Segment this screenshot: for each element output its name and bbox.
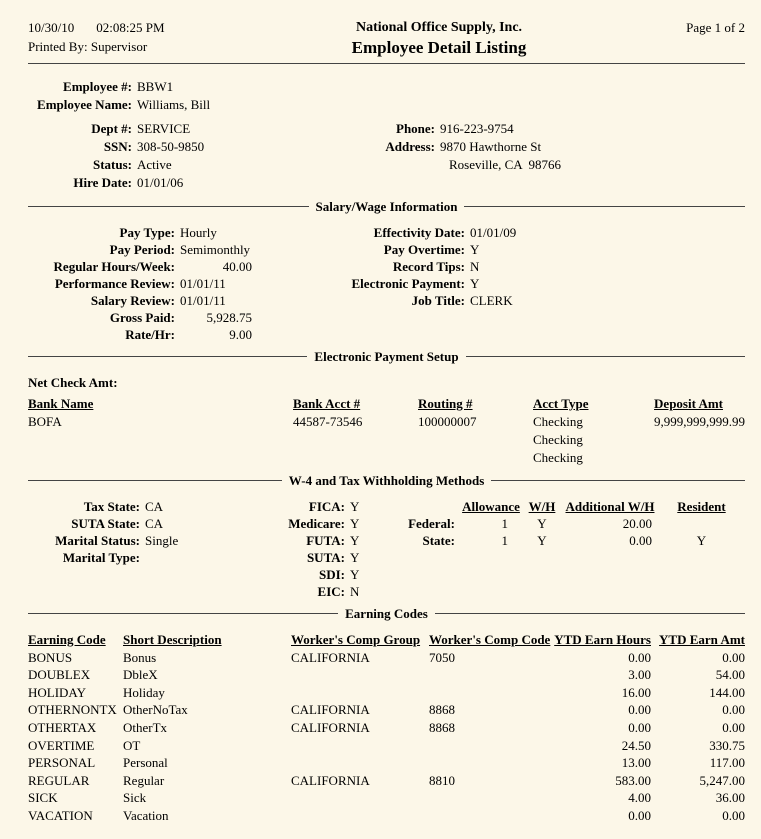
bank-table-body bbox=[28, 413, 745, 467]
field-value: 9870 Hawthorne St bbox=[440, 139, 542, 154]
section-divider bbox=[28, 348, 745, 365]
field-row bbox=[28, 326, 320, 343]
comp-code-cell bbox=[429, 737, 551, 755]
field-label: Employee Name: bbox=[37, 97, 132, 112]
short-description-cell: Regular bbox=[123, 772, 165, 788]
ytd-amt-cell: 0.00 bbox=[722, 719, 745, 735]
field-label: Marital Status: bbox=[55, 533, 140, 548]
column-header-wh: W/H bbox=[528, 499, 556, 514]
earning-code-cell: REGULAR bbox=[28, 772, 90, 788]
earning-code-cell: OTHERNONTX bbox=[28, 702, 117, 718]
field-row bbox=[28, 96, 745, 114]
field-value: N bbox=[470, 259, 480, 274]
resident-cell bbox=[658, 515, 745, 532]
comp-group-cell: CALIFORNIA bbox=[291, 772, 370, 788]
ytd-amt-cell: 0.00 bbox=[722, 807, 745, 823]
ytd-amt-cell: 0.00 bbox=[722, 649, 745, 665]
column-header-allowance: Allowance bbox=[462, 499, 520, 514]
field-label: Employee #: bbox=[63, 79, 132, 94]
ytd-hours-cell: 24.50 bbox=[621, 737, 651, 753]
printed-by-label: Printed By: bbox=[28, 39, 88, 54]
earning-code-cell: BONUS bbox=[28, 649, 73, 665]
field-label: Address: bbox=[385, 139, 435, 154]
comp-group-cell: CALIFORNIA bbox=[291, 719, 370, 735]
column-header-comp-code: Worker's Comp Code bbox=[429, 632, 551, 647]
field-value: Single bbox=[145, 533, 179, 548]
acct-type-cell: Checking bbox=[533, 432, 583, 447]
print-time: 02:08:25 PM bbox=[96, 20, 165, 35]
field-value: Y bbox=[470, 276, 480, 291]
employee-id-block bbox=[28, 78, 745, 114]
earning-code-cell: VACATION bbox=[28, 807, 93, 823]
divider-line bbox=[464, 206, 745, 207]
field-label: Status: bbox=[92, 157, 132, 172]
field-label: Performance Review: bbox=[54, 276, 175, 291]
field-label: Record Tips: bbox=[392, 259, 465, 274]
field-label: Marital Type: bbox=[62, 550, 140, 565]
bank-table-row bbox=[28, 413, 745, 431]
field-label: Phone: bbox=[396, 121, 435, 136]
field-value: CA bbox=[145, 499, 164, 514]
field-value: Y bbox=[350, 499, 360, 514]
deposit-amt-cell: 9,999,999,999.99 bbox=[654, 414, 745, 429]
comp-code-cell: 8868 bbox=[429, 702, 455, 718]
print-datetime bbox=[28, 18, 243, 37]
ytd-amt-cell: 36.00 bbox=[715, 790, 745, 806]
bank-name-cell bbox=[28, 431, 293, 449]
field-row bbox=[28, 241, 320, 258]
earnings-row bbox=[28, 789, 745, 807]
ytd-amt-cell: 330.75 bbox=[709, 737, 745, 753]
field-row bbox=[28, 309, 320, 326]
short-description-cell: Personal bbox=[123, 755, 168, 771]
earning-code-cell: DOUBLEX bbox=[28, 667, 91, 683]
deposit-amt-cell bbox=[638, 449, 745, 467]
divider-line bbox=[466, 356, 745, 357]
short-description-cell: OT bbox=[123, 737, 141, 753]
wh-cell: Y bbox=[537, 533, 547, 548]
earnings-row bbox=[28, 684, 745, 702]
field-row bbox=[268, 566, 400, 583]
bank-acct-cell bbox=[293, 449, 418, 467]
ytd-hours-cell: 0.00 bbox=[628, 702, 651, 718]
employee-contact-column bbox=[373, 120, 745, 192]
field-row bbox=[28, 156, 373, 174]
header-rule bbox=[28, 63, 745, 64]
field-value: N bbox=[350, 584, 360, 599]
column-header-deposit-amt: Deposit Amt bbox=[654, 396, 723, 411]
field-value: Y bbox=[350, 516, 360, 531]
ytd-amt-cell: 117.00 bbox=[709, 755, 745, 771]
field-row bbox=[268, 583, 400, 600]
field-row bbox=[373, 120, 745, 138]
short-description-cell: Vacation bbox=[123, 807, 169, 823]
employee-detail-block bbox=[28, 120, 745, 192]
comp-group-cell bbox=[291, 807, 429, 825]
field-value: 01/01/06 bbox=[137, 175, 184, 190]
field-value: Y bbox=[470, 242, 480, 257]
additional-wh-cell: 0.00 bbox=[629, 533, 652, 548]
field-value: 308-50-9850 bbox=[137, 139, 205, 154]
comp-group-cell bbox=[291, 737, 429, 755]
section-divider bbox=[28, 605, 745, 622]
salary-left-column bbox=[28, 224, 320, 343]
company-name: National Office Supply, Inc. bbox=[355, 20, 523, 35]
field-value: 916-223-9754 bbox=[440, 121, 514, 136]
field-value: 01/01/09 bbox=[470, 225, 517, 240]
column-header-earning-code: Earning Code bbox=[28, 632, 106, 647]
field-value: CLERK bbox=[470, 293, 513, 308]
section-title-payment: Electronic Payment Setup bbox=[314, 349, 459, 364]
field-label: Pay Overtime: bbox=[383, 242, 465, 257]
field-label: Medicare: bbox=[288, 516, 345, 531]
comp-group-cell: CALIFORNIA bbox=[291, 702, 370, 718]
earnings-row bbox=[28, 807, 745, 825]
column-header-additional-wh: Additional W/H bbox=[565, 499, 655, 514]
field-row bbox=[28, 258, 320, 275]
section-title-w4: W-4 and Tax Withholding Methods bbox=[288, 473, 485, 488]
column-header-bank-name: Bank Name bbox=[28, 396, 94, 411]
ytd-amt-cell: 144.00 bbox=[709, 684, 745, 700]
field-label: Rate/Hr: bbox=[125, 327, 175, 342]
acct-type-cell: Checking bbox=[533, 414, 583, 429]
earnings-row bbox=[28, 666, 745, 684]
section-title-earnings: Earning Codes bbox=[345, 606, 428, 621]
w4-middle-column bbox=[268, 498, 400, 600]
field-row bbox=[28, 275, 320, 292]
field-value: 5,928.75 bbox=[206, 310, 252, 325]
bank-name-cell: BOFA bbox=[28, 414, 62, 429]
comp-code-cell: 8810 bbox=[429, 772, 455, 788]
field-label: Pay Period: bbox=[109, 242, 175, 257]
short-description-cell: DbleX bbox=[123, 667, 158, 683]
field-value: BBW1 bbox=[137, 79, 174, 94]
ytd-amt-cell: 5,247.00 bbox=[699, 772, 745, 788]
column-header-ytd-hours: YTD Earn Hours bbox=[554, 632, 651, 647]
bank-table bbox=[28, 395, 745, 467]
field-row bbox=[320, 275, 745, 292]
bank-table-row bbox=[28, 449, 745, 467]
comp-code-cell: 8868 bbox=[429, 719, 455, 735]
comp-group-cell bbox=[291, 666, 429, 684]
withholding-row bbox=[400, 532, 745, 549]
earnings-row bbox=[28, 772, 745, 790]
deposit-amt-cell bbox=[638, 431, 745, 449]
field-value: 01/01/11 bbox=[180, 293, 226, 308]
field-value: CA bbox=[145, 516, 164, 531]
field-label: Electronic Payment: bbox=[351, 276, 465, 291]
salary-right-column bbox=[320, 224, 745, 343]
routing-cell bbox=[418, 431, 533, 449]
column-header-resident: Resident bbox=[677, 499, 726, 514]
ytd-hours-cell: 16.00 bbox=[621, 684, 651, 700]
field-value: Y bbox=[350, 567, 360, 582]
field-label: Hire Date: bbox=[73, 175, 132, 190]
comp-group-cell bbox=[291, 754, 429, 772]
field-row bbox=[268, 515, 400, 532]
field-label bbox=[373, 156, 435, 174]
field-row bbox=[268, 498, 400, 515]
withholding-level-label: State: bbox=[422, 533, 455, 548]
comp-group-cell: CALIFORNIA bbox=[291, 649, 370, 665]
printed-by bbox=[28, 37, 243, 56]
field-value: Active bbox=[137, 157, 172, 172]
withholding-level-label: Federal: bbox=[408, 516, 455, 531]
earnings-row bbox=[28, 719, 745, 737]
field-row bbox=[28, 498, 268, 515]
short-description-cell: OtherNoTax bbox=[123, 702, 188, 718]
field-label: FUTA: bbox=[306, 533, 345, 548]
field-row bbox=[28, 78, 745, 96]
field-label: Effectivity Date: bbox=[373, 225, 465, 240]
earning-code-cell: OVERTIME bbox=[28, 737, 95, 753]
field-row bbox=[28, 292, 320, 309]
wh-cell: Y bbox=[537, 516, 547, 531]
allowance-cell: 1 bbox=[501, 533, 508, 548]
column-header-comp-group: Worker's Comp Group bbox=[291, 632, 421, 647]
field-row bbox=[28, 138, 373, 156]
comp-code-cell bbox=[429, 789, 551, 807]
comp-code-cell bbox=[429, 807, 551, 825]
earnings-body bbox=[28, 649, 745, 825]
field-row bbox=[320, 224, 745, 241]
earning-code-cell: OTHERTAX bbox=[28, 719, 97, 735]
field-value: 9.00 bbox=[229, 327, 252, 342]
empty-header-cell bbox=[400, 498, 460, 515]
field-label: EIC: bbox=[317, 584, 345, 599]
field-value: 01/01/11 bbox=[180, 276, 226, 291]
resident-cell: Y bbox=[696, 533, 707, 548]
earnings-header-row bbox=[28, 631, 745, 649]
column-header-ytd-amt: YTD Earn Amt bbox=[659, 632, 745, 647]
routing-cell: 100000007 bbox=[418, 414, 477, 429]
ytd-hours-cell: 0.00 bbox=[628, 807, 651, 823]
comp-code-cell bbox=[429, 666, 551, 684]
ytd-hours-cell: 0.00 bbox=[628, 649, 651, 665]
comp-code-cell bbox=[429, 684, 551, 702]
section-title-salary: Salary/Wage Information bbox=[315, 199, 458, 214]
field-label: SDI: bbox=[318, 567, 345, 582]
additional-wh-cell: 20.00 bbox=[622, 516, 652, 531]
ytd-hours-cell: 4.00 bbox=[628, 790, 651, 806]
field-value: Roseville, CA 98766 bbox=[449, 157, 561, 172]
salary-block bbox=[28, 224, 745, 343]
ytd-amt-cell: 54.00 bbox=[715, 667, 745, 683]
field-value: Y bbox=[350, 533, 360, 548]
field-row bbox=[28, 120, 373, 138]
field-row bbox=[28, 532, 268, 549]
bank-table-header-row bbox=[28, 395, 745, 413]
report-title: Employee Detail Listing bbox=[351, 38, 527, 57]
short-description-cell: OtherTx bbox=[123, 719, 168, 735]
report-header bbox=[28, 18, 745, 59]
report-heading bbox=[243, 18, 635, 59]
bank-acct-cell bbox=[293, 431, 418, 449]
earning-code-cell: HOLIDAY bbox=[28, 684, 87, 700]
withholding-header-row bbox=[400, 498, 745, 515]
print-date: 10/30/10 bbox=[28, 20, 75, 35]
withholding-row bbox=[400, 515, 745, 532]
w4-block bbox=[28, 498, 745, 600]
divider-line bbox=[28, 480, 282, 481]
bank-table-row bbox=[28, 431, 745, 449]
field-value: SERVICE bbox=[137, 121, 191, 136]
earning-code-cell: PERSONAL bbox=[28, 755, 96, 771]
earnings-row bbox=[28, 701, 745, 719]
field-value: 40.00 bbox=[222, 259, 252, 274]
section-divider bbox=[28, 472, 745, 489]
field-value: Y bbox=[350, 550, 360, 565]
ytd-hours-cell: 3.00 bbox=[628, 667, 651, 683]
earning-code-cell: SICK bbox=[28, 790, 58, 806]
earnings-row bbox=[28, 649, 745, 667]
comp-code-cell bbox=[429, 754, 551, 772]
ytd-amt-cell: 0.00 bbox=[722, 702, 745, 718]
ytd-hours-cell: 13.00 bbox=[621, 755, 651, 771]
field-label: Regular Hours/Week: bbox=[53, 259, 175, 274]
field-row bbox=[268, 549, 400, 566]
print-info bbox=[28, 18, 243, 59]
field-value: Hourly bbox=[180, 225, 217, 240]
ytd-hours-cell: 0.00 bbox=[628, 719, 651, 735]
field-label: Gross Paid: bbox=[109, 310, 175, 325]
divider-line bbox=[491, 480, 745, 481]
field-row bbox=[28, 174, 373, 192]
section-divider bbox=[28, 198, 745, 215]
employee-left-column bbox=[28, 120, 373, 192]
field-row bbox=[28, 224, 320, 241]
field-row bbox=[373, 138, 745, 156]
bank-name-cell bbox=[28, 449, 293, 467]
field-row bbox=[320, 258, 745, 275]
comp-code-cell: 7050 bbox=[429, 649, 455, 665]
field-label: Salary Review: bbox=[90, 293, 175, 308]
field-row bbox=[28, 549, 268, 566]
ytd-hours-cell: 583.00 bbox=[615, 772, 651, 788]
field-row bbox=[28, 515, 268, 532]
field-row bbox=[320, 241, 745, 258]
withholding-body bbox=[400, 515, 745, 549]
field-label: Pay Type: bbox=[119, 225, 175, 240]
field-row bbox=[268, 532, 400, 549]
field-value bbox=[145, 549, 268, 566]
field-label: SUTA: bbox=[306, 550, 345, 565]
short-description-cell: Sick bbox=[123, 790, 147, 806]
divider-line bbox=[435, 613, 745, 614]
field-label: Tax State: bbox=[83, 499, 140, 514]
bank-acct-cell: 44587-73546 bbox=[293, 414, 363, 429]
earnings-row bbox=[28, 737, 745, 755]
field-value: Williams, Bill bbox=[137, 97, 211, 112]
routing-cell bbox=[418, 449, 533, 467]
earnings-row bbox=[28, 754, 745, 772]
divider-line bbox=[28, 206, 309, 207]
allowance-cell: 1 bbox=[501, 516, 508, 531]
field-row bbox=[373, 156, 745, 174]
column-header-routing: Routing # bbox=[418, 396, 473, 411]
divider-line bbox=[28, 613, 338, 614]
short-description-cell: Bonus bbox=[123, 649, 157, 665]
acct-type-cell: Checking bbox=[533, 450, 583, 465]
comp-group-cell bbox=[291, 789, 429, 807]
field-value: Semimonthly bbox=[180, 242, 251, 257]
divider-line bbox=[28, 356, 307, 357]
field-label: SUTA State: bbox=[71, 516, 140, 531]
column-header-short-description: Short Description bbox=[123, 632, 222, 647]
field-label: FICA: bbox=[308, 499, 345, 514]
w4-left-column bbox=[28, 498, 268, 600]
field-label: Job Title: bbox=[411, 293, 465, 308]
page-number: Page 1 of 2 bbox=[686, 20, 745, 35]
printed-by-value: Supervisor bbox=[90, 39, 148, 54]
withholding-table bbox=[400, 498, 745, 600]
field-row bbox=[320, 292, 745, 309]
column-header-acct-type: Acct Type bbox=[533, 396, 589, 411]
column-header-bank-acct: Bank Acct # bbox=[293, 396, 361, 411]
field-label: Dept #: bbox=[91, 121, 132, 136]
net-check-amt-label: Net Check Amt: bbox=[28, 375, 118, 390]
short-description-cell: Holiday bbox=[123, 684, 165, 700]
comp-group-cell bbox=[291, 684, 429, 702]
field-label: SSN: bbox=[103, 139, 132, 154]
